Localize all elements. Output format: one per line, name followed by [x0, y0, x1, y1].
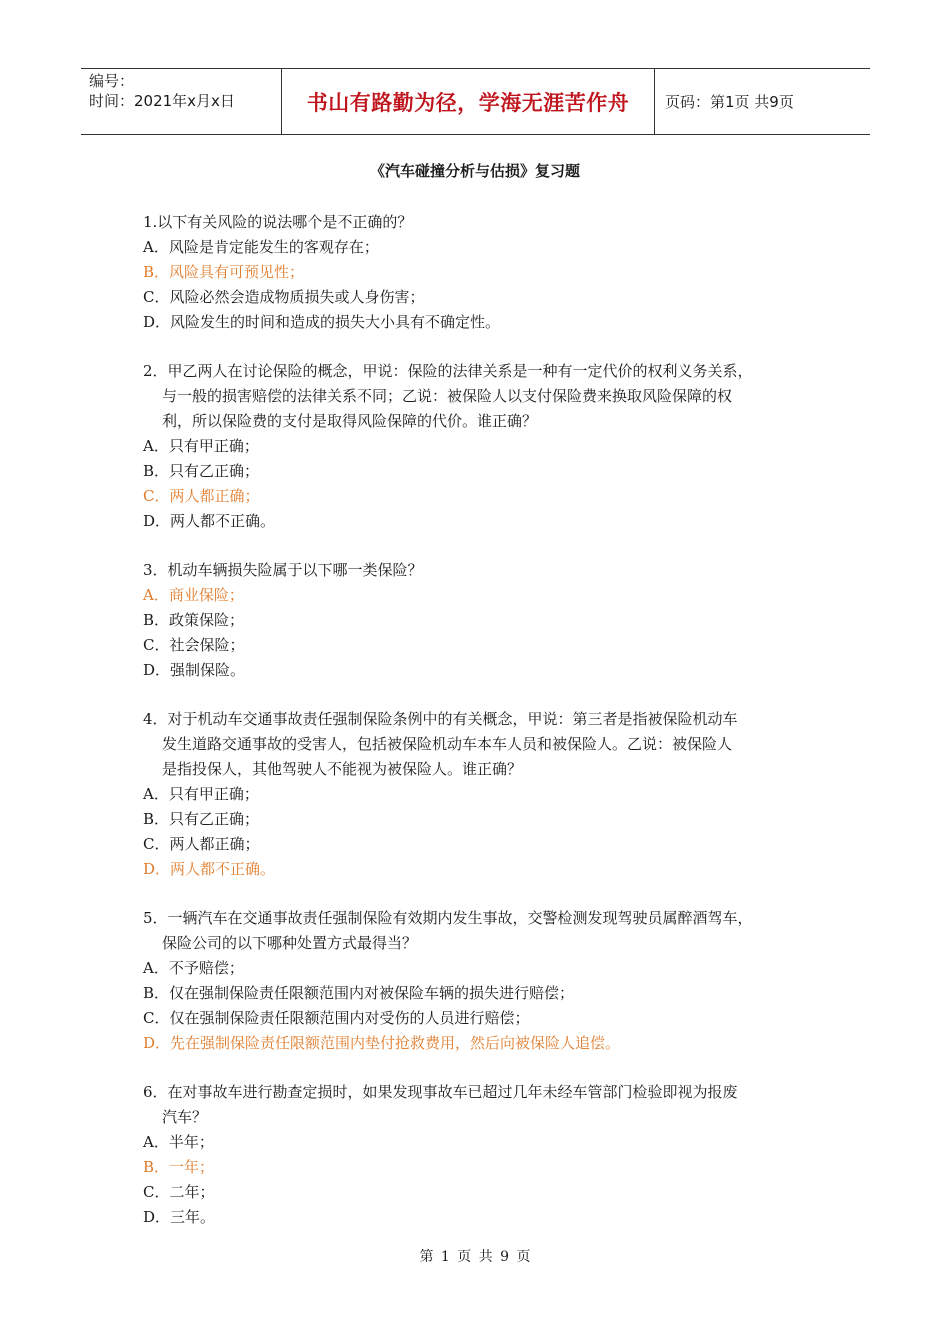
question-text-line: 保险公司的以下哪种处置方式最得当？	[162, 934, 418, 952]
answer-option-correct: A．商业保险；	[143, 586, 244, 604]
document-time-label: 时间：2021年x月x日	[89, 92, 235, 110]
answer-option: A．风险是肯定能发生的客观存在；	[143, 238, 379, 256]
question-text-line: 汽车？	[162, 1108, 208, 1126]
answer-option: A．不予赔偿；	[143, 959, 244, 977]
question-text-line: 是指投保人，其他驾驶人不能视为被保险人。谁正确？	[162, 760, 523, 778]
header-page-label: 页码：第1页 共9页	[665, 93, 794, 111]
answer-option-correct: D．两人都不正确。	[143, 860, 276, 878]
answer-option: B．政策保险；	[143, 611, 245, 629]
answer-option: C．社会保险；	[143, 636, 245, 654]
answer-option-correct: C．两人都正确；	[143, 487, 260, 505]
header-info-cell	[81, 69, 282, 134]
answer-option: B．只有乙正确；	[143, 810, 260, 828]
answer-option: D．风险发生的时间和造成的损失大小具有不确定性。	[143, 313, 501, 331]
question-item	[143, 558, 823, 683]
question-list	[143, 210, 823, 1254]
answer-option-correct: B．风险具有可预见性；	[143, 263, 305, 281]
answer-option: C．两人都正确；	[143, 835, 260, 853]
question-text-line: 利，所以保险费的支付是取得风险保障的代价。谁正确？	[162, 412, 538, 430]
question-text-line: 5．一辆汽车在交通事故责任强制保险有效期内发生事故，交警检测发现驾驶员属醉酒驾车，	[143, 909, 753, 927]
answer-option: D．强制保险。	[143, 661, 246, 679]
question-item	[143, 359, 823, 534]
answer-option: B．只有乙正确；	[143, 462, 260, 480]
question-text-line: 6．在对事故车进行勘查定损时，如果发现事故车已超过几年未经车管部门检验即视为报废	[143, 1083, 738, 1101]
question-item	[143, 1080, 823, 1230]
answer-option-correct: B．一年；	[143, 1158, 215, 1176]
answer-option: C．二年；	[143, 1183, 215, 1201]
answer-option: C．风险必然会造成物质损失或人身伤害；	[143, 288, 425, 306]
question-text-line: 4．对于机动车交通事故责任强制保险条例中的有关概念，甲说：第三者是指被保险机动车	[143, 710, 738, 728]
header-page-cell	[655, 69, 870, 134]
question-item	[143, 906, 823, 1056]
question-text-line: 发生道路交通事故的受害人，包括被保险机动车本车人员和被保险人。乙说：被保险人	[162, 735, 733, 753]
answer-option: A．半年；	[143, 1133, 214, 1151]
answer-option: D．三年。	[143, 1208, 216, 1226]
question-item	[143, 210, 823, 335]
document-title: 《汽车碰撞分析与估损》复习题	[369, 162, 580, 180]
answer-option-correct: D．先在强制保险责任限额范围内垫付抢救费用，然后向被保险人追偿。	[143, 1034, 621, 1052]
answer-option: B．仅在强制保险责任限额范围内对被保险车辆的损失进行赔偿；	[143, 984, 575, 1002]
question-text-line: 与一般的损害赔偿的法律关系不同；乙说：被保险人以支付保险费来换取风险保障的权	[162, 387, 733, 405]
question-text-line: 3．机动车辆损失险属于以下哪一类保险？	[143, 561, 423, 579]
answer-option: D．两人都不正确。	[143, 512, 276, 530]
header-table	[81, 68, 870, 135]
answer-option: A．只有甲正确；	[143, 785, 259, 803]
question-item	[143, 707, 823, 882]
answer-option: C．仅在强制保险责任限额范围内对受伤的人员进行赔偿；	[143, 1009, 530, 1027]
header-motto: 书山有路勤为径，学海无涯苦作舟	[306, 90, 630, 115]
header-motto-cell	[282, 69, 655, 134]
answer-option: A．只有甲正确；	[143, 437, 259, 455]
question-text-line: 2．甲乙两人在讨论保险的概念，甲说：保险的法律关系是一种有一定代价的权利义务关系，	[143, 362, 753, 380]
page-footer: 第 1 页 共 9 页	[419, 1249, 531, 1265]
question-text-line: 1.以下有关风险的说法哪个是不正确的？	[143, 213, 413, 231]
document-number-label: 编号：	[89, 72, 135, 90]
